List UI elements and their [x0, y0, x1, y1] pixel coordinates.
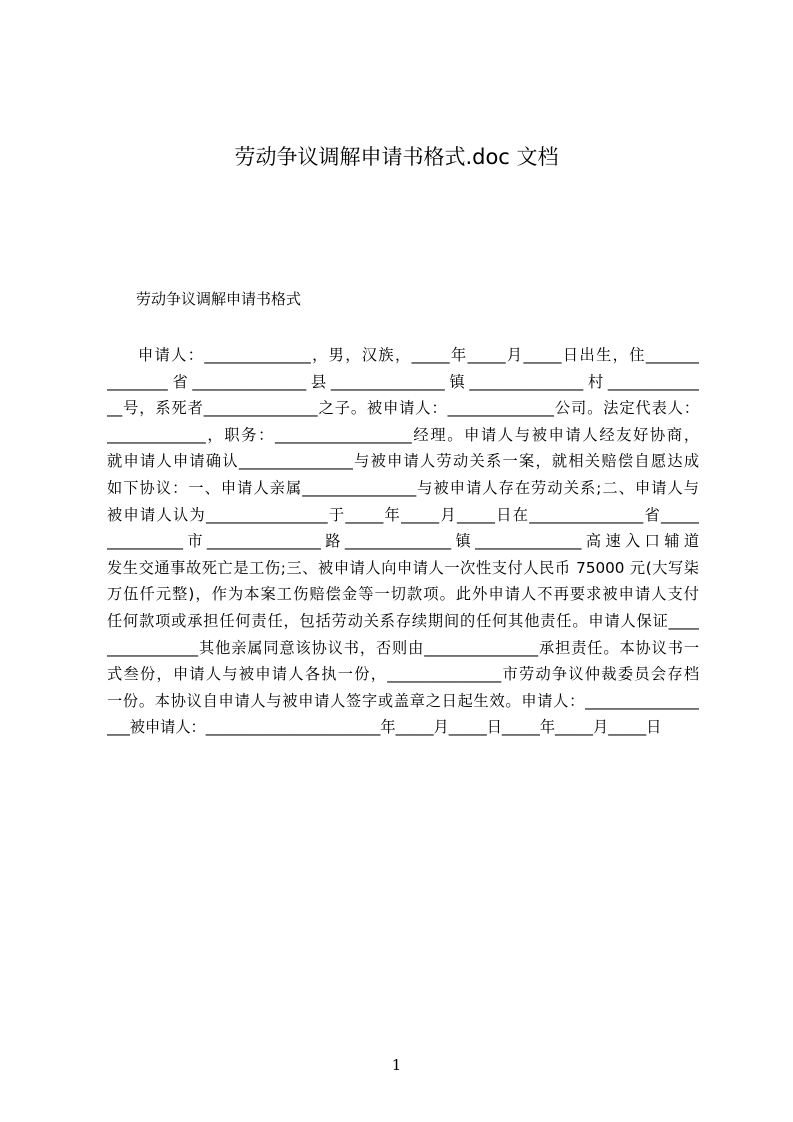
- body-line-7: 被申请人认为________________于_____年_____月_____日在_______________省_____: [107, 505, 699, 524]
- body-line-6: 如下协议：一、申请人亲属_______________与被申请人存在劳动关系;二、申请人与: [107, 478, 699, 497]
- body-line-9: 发生交通事故死亡是工伤;三、被申请人向申请人一次性支付人民币 75000 元(大写柒: [107, 558, 699, 577]
- body-line-14: 一份。本协议自申请人与被申请人签字或盖章之日起生效。申请人：_______________: [107, 691, 699, 710]
- page-number: 1: [391, 1056, 402, 1074]
- body-line-10: 万伍仟元整)，作为本案工伤赔偿金等一切款项。此外申请人不再要求被申请人支付: [107, 585, 699, 604]
- body-line-12: ____________其他亲属同意该协议书，否则由_______________承担责任。本协议书一: [107, 638, 699, 657]
- body-line-13: 式叁份，申请人与被申请人各执一份，_______________市劳动争议仲裁委员会存档: [107, 665, 699, 684]
- body-line-4: _____________，职务：__________________经理。申请人与被申请人经友好协商，: [107, 425, 699, 444]
- document-title: 劳动争议调解申请书格式.doc 文档: [234, 145, 559, 169]
- body-line-11: 任何款项或承担任何责任，包括劳动关系存续期间的任何其他责任。申请人保证____: [107, 611, 699, 630]
- body-line-2: ________省_______________县_______________镇_______________村____________: [107, 372, 699, 391]
- body-line-1: 申请人：______________，男，汉族，_____年_____月_____日出生，住_______: [138, 346, 699, 364]
- document-subtitle: 劳动争议调解申请书格式: [136, 290, 302, 308]
- body-line-5: 就申请人申请确认_______________与被申请人劳动关系一案，就相关赔偿自愿达成: [107, 452, 699, 471]
- body-line-8: __________市_______________路______________镇______________高速入口辅道: [107, 532, 699, 551]
- document-body: [107, 342, 699, 741]
- body-line-15: ___被申请人：_______________________年_____月_____日_____年_____月_____日: [107, 718, 662, 737]
- body-line-3: __号，系死者_______________之子。被申请人：______________公司。法定代表人：: [107, 399, 699, 418]
